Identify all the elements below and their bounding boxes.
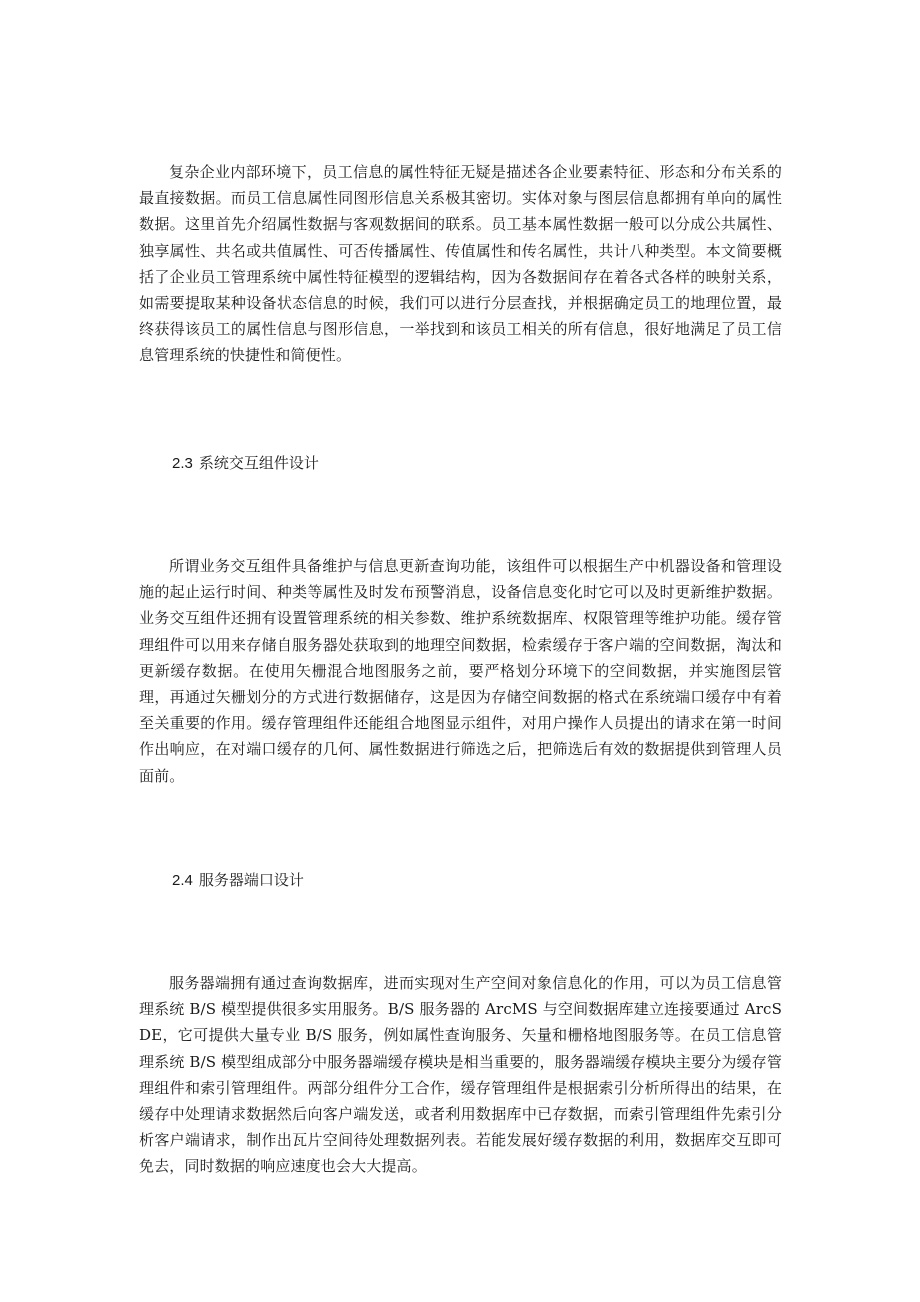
paragraph-server-port: 服务器端拥有通过查询数据库，进而实现对生产空间对象信息化的作用，可以为员工信息管理系统 B/S 模型提供很多实用服务。B/S 服务器的 ArcMS 与空间数据库建立连接要通过 ArcSDE，它可提供大量专业 B/S 服务，例如属性查询服务、矢量和栅格地图服务等。在员工信息管理系统 B/S 模型组成部分中服务器端缓存模块是相当重要的，服务器端缓存模块主要分为缓存管理组件和索引管理组件。两部分组件分工合作，缓存管理组件是根据索引分析所得出的结果，在缓存中处理请求数据然后向客户端发送，或者利用数据库中已存数据，而索引管理组件先索引分析客户端请求，制作出瓦片空间待处理数据列表。若能发展好缓存数据的利用，数据库交互即可免去，同时数据的响应速度也会大大提高。 <box>139 974 782 1176</box>
paragraph-attribute-data: 复杂企业内部环境下，员工信息的属性特征无疑是描述各企业要素特征、形态和分布关系的最直接数据。而员工信息属性同图形信息关系极其密切。实体对象与图层信息都拥有单向的属性数据。这里首先介绍属性数据与客观数据间的联系。员工基本属性数据一般可以分成公共属性、独享属性、共名或共值属性、可否传播属性、传值属性和传名属性，共计八种类型。本文简要概括了企业员工管理系统中属性特征模型的逻辑结构，因为各数据间存在着各式各样的映射关系，如需要提取某种设备状态信息的时候，我们可以进行分层查找，并根据确定员工的地理位置，最终获得该员工的属性信息与图形信息，一举找到和该员工相关的所有信息，很好地满足了员工信息管理系统的快捷性和简便性。 <box>139 163 782 365</box>
section-number: 2.4 <box>172 872 193 889</box>
section-title: 服务器端口设计 <box>198 871 304 889</box>
section-heading-2-3 <box>172 452 319 475</box>
paragraph-interaction-components: 所谓业务交互组件具备维护与信息更新查询功能，该组件可以根据生产中机器设备和管理设施的起止运行时间、种类等属性及时发布预警消息，设备信息变化时它可以及时更新维护数据。业务交互组件还拥有设置管理系统的相关参数、维护系统数据库、权限管理等维护功能。缓存管理组件可以用来存储自服务器处获取到的地理空间数据，检索缓存于客户端的空间数据，淘汰和更新缓存数据。在使用矢栅混合地图服务之前，要严格划分环境下的空间数据，并实施图层管理，再通过矢栅划分的方式进行数据储存，这是因为存储空间数据的格式在系统端口缓存中有着至关重要的作用。缓存管理组件还能组合地图显示组件，对用户操作人员提出的请求在第一时间作出响应，在对端口缓存的几何、属性数据进行筛选之后，把筛选后有效的数据提供到管理人员面前。 <box>139 557 782 785</box>
section-heading-2-4 <box>172 869 304 892</box>
section-number: 2.3 <box>172 455 193 472</box>
section-title: 系统交互组件设计 <box>198 454 319 472</box>
